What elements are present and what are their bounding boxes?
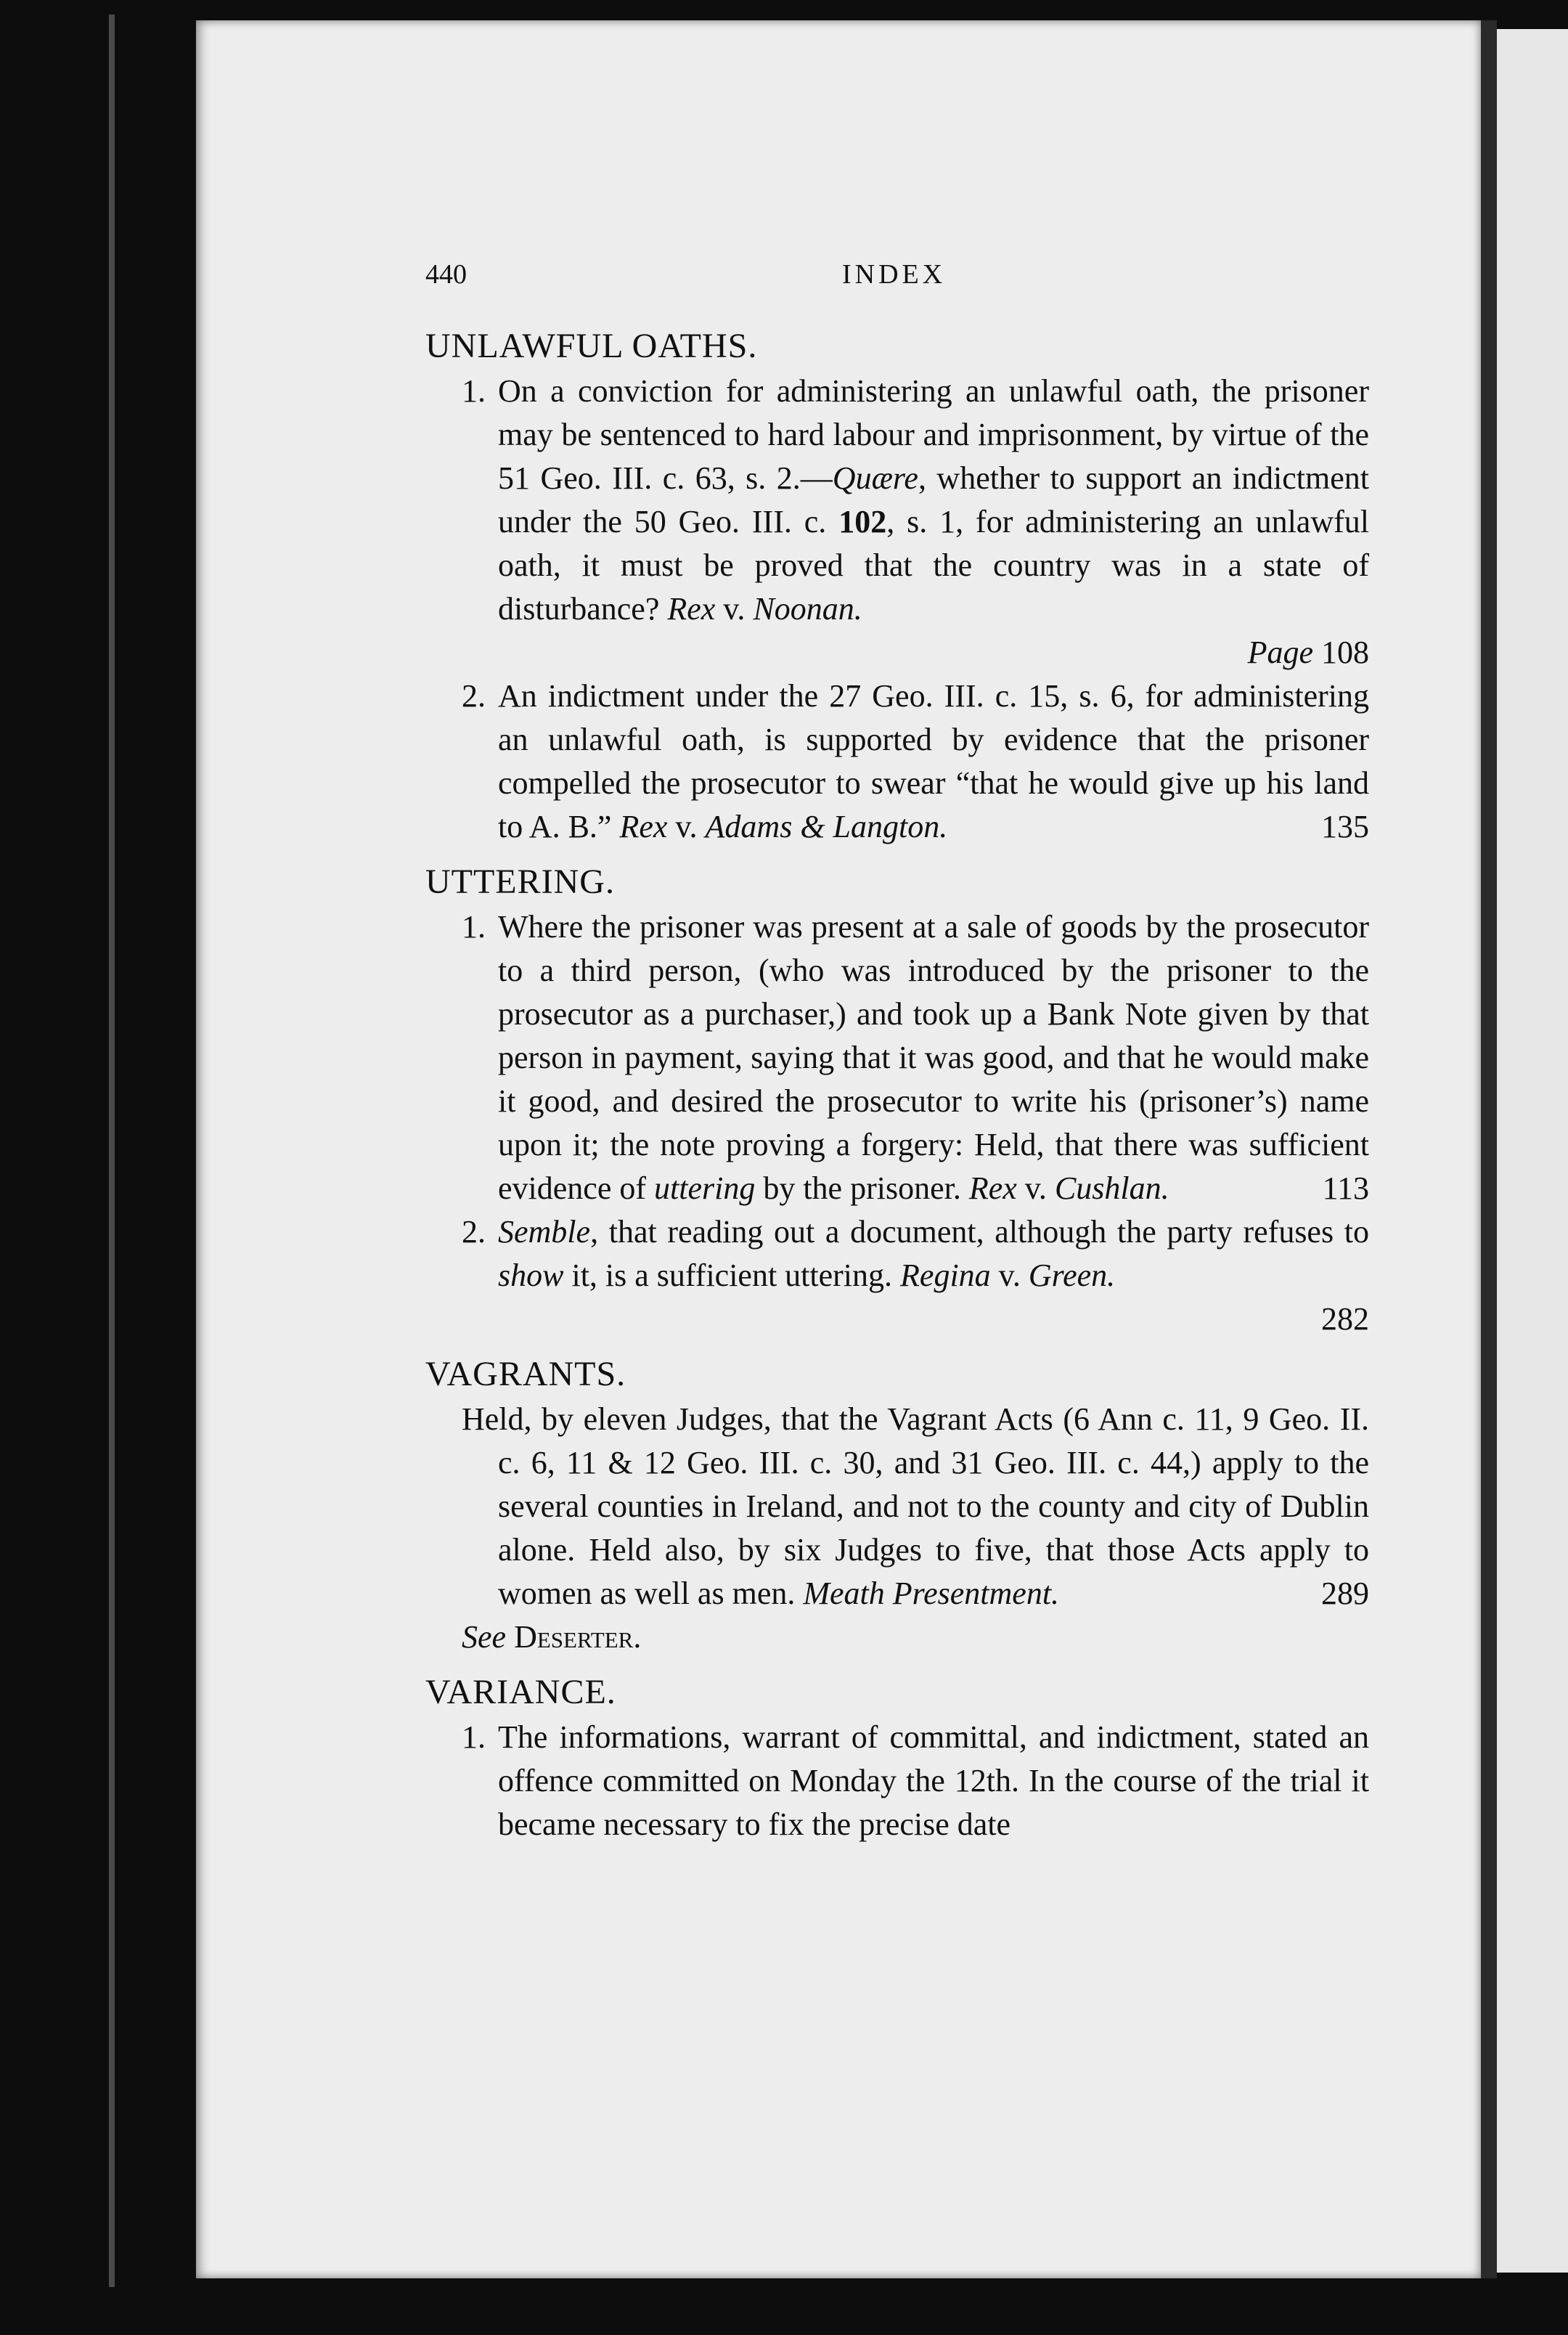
case-versus: v. [667,809,706,844]
entry-bold: 102 [838,504,887,539]
entry-text: Where the prisoner was present at a sale of goods by the prosecutor to a third person, (who was introduced by the prisoner to the prosecutor as a purchaser,) and took up a Bank Note given by that person in payment, saying that it was good, and that he would make it good, and desired the prosecutor to write his (prisoner’s) name upon it; the note proving a forgery: Held, that there was sufficient evidence of [498,909,1369,1206]
entry-text: , s. 1, for administering an unlawful oath, it must be proved that the country was in a state of disturbance? [498,504,1369,627]
entry-number: 2. [462,678,486,714]
page-ref-number: 108 [1313,635,1369,670]
entry-number: 2. [462,1214,486,1250]
entry-text: , whether to support an indictment under the 50 Geo. III. c. [498,460,1369,539]
book-spine-edge [109,15,115,2287]
section-heading: VARIANCE. [425,1673,616,1711]
entry-text: , that reading out a document, although the party refuses to [590,1214,1369,1250]
section-heading: UTTERING. [425,863,615,901]
page-ref-number: 282 [1321,1301,1369,1337]
case-party: Cushlan. [1054,1170,1169,1206]
case-versus: v. [1016,1170,1055,1206]
see-target: Deserter. [514,1619,642,1655]
entry-italic: uttering [654,1170,756,1206]
entry-text: Held, by eleven Judges, that the Vagrant Acts (6 Ann c. 11, 9 Geo. II. c. 6, 11 & 12 Geo. III. c. 30, and 31 Geo. III. c. 44,) apply to the several counties in Ireland, and not to the county and city of Dublin alone. Held also, by six Judges to five, that those Acts apply to women as well as men. [462,1401,1369,1611]
page-reference [498,631,1369,675]
section-variance [425,1669,1369,1846]
entry-text: it, is a sufficient uttering. [563,1258,901,1293]
case-party: Rex [619,809,668,844]
page-gutter-shadow [1481,20,1497,2278]
adjacent-page-edge [1497,29,1568,2273]
entry-text: An indictment under the 27 Geo. III. c. 15, s. 6, for administering an unlawful oath, is supported by evidence that the prisoner compelled the prosecutor to swear “that he would give up his land to A. B.” [498,678,1369,844]
entry-text: The informations, warrant of committal, and indictment, stated an offence committed on Monday the 12th. In the course of the trial it became necessary to fix the precise date [498,1719,1369,1842]
page-label: Page [1247,635,1313,670]
case-versus: v. [990,1258,1029,1293]
page-ref-number: 135 [1321,809,1369,844]
entry-number: 1. [462,1719,486,1755]
section-heading: UNLAWFUL OATHS. [425,327,758,365]
section-heading: VAGRANTS. [425,1355,626,1393]
running-title: INDEX [842,259,947,290]
entry-italic: show [498,1258,564,1293]
page-reference [498,1297,1369,1341]
section-vagrants [425,1351,1369,1659]
index-entry [425,675,1369,849]
index-entry [425,1716,1369,1846]
case-name: Meath Presentment. [803,1576,1060,1611]
section-uttering [425,859,1369,1341]
entry-italic: Semble [498,1214,591,1250]
index-entry [425,905,1369,1210]
index-content [425,323,1369,1857]
entry-text: by the prisoner. [755,1170,969,1206]
page-ref-number: 289 [1321,1576,1369,1611]
entry-number: 1. [462,373,486,409]
entry-italic: Quære [832,460,918,496]
entry-text: On a conviction for administering an unlawful oath, the prisoner may be sentenced to hard labour and imprisonment, by virtue of the 51 Geo. III. c. 63, s. 2.— [498,373,1369,496]
section-unlawful-oaths [425,323,1369,849]
cross-reference [425,1615,1369,1659]
case-party: Green. [1028,1258,1116,1293]
index-entry [425,370,1369,675]
page-number: 440 [425,259,467,290]
see-label: See [462,1619,507,1655]
case-party: Noonan. [753,591,862,627]
case-party: Regina [900,1258,991,1293]
case-party: Adams & Langton. [705,809,948,844]
case-versus: v. [715,591,754,627]
page-ref-number: 113 [1322,1170,1369,1206]
running-header [425,258,1369,296]
entry-number: 1. [462,909,486,945]
index-entry [425,1210,1369,1341]
case-party: Rex [667,591,716,627]
case-party: Rex [968,1170,1017,1206]
index-entry [425,1398,1369,1615]
